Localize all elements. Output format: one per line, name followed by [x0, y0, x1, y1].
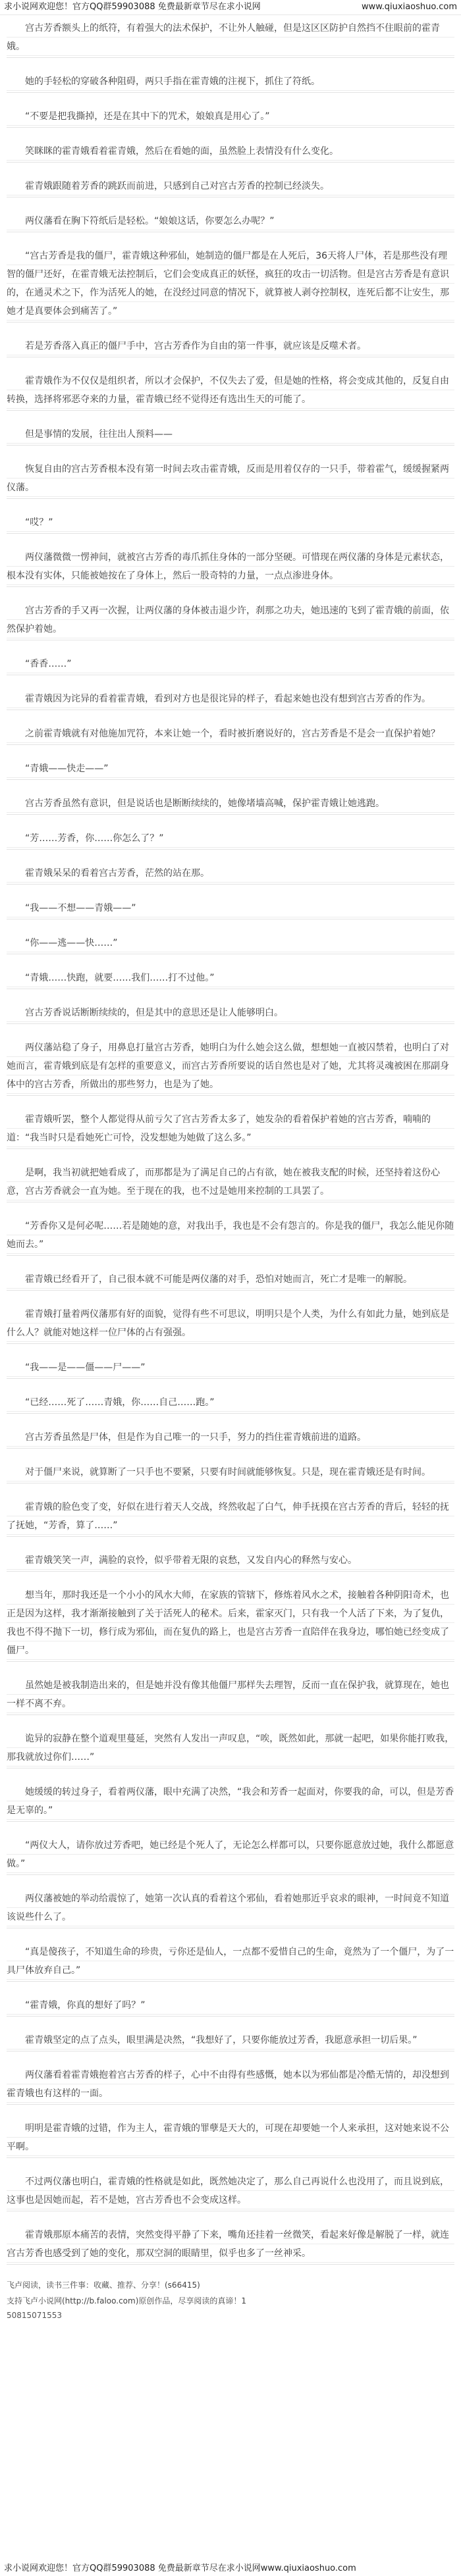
paragraph: 若是芳香落入真正的僵尸手中，宫古芳香作为自由的第一件事，就应该是反噬术者。 [7, 337, 454, 357]
paragraph: 宫古芳香虽然有意识，但是说话也是断断续续的，她像堵墙高喊，保护霍青娥让她逃跑。 [7, 794, 454, 815]
reading-tip: 飞卢阅读，读书三件事：收藏、推荐、分享！(s66415) [7, 2280, 200, 2290]
paragraph: “香香……” [7, 655, 454, 675]
paragraph: 宫古芳香额头上的纸符，有着强大的法术保护，不让外人触碰，但是这区区防护自然挡不住眼前的霍青娥。 [7, 19, 454, 58]
document-code: 50815071553 [7, 2311, 62, 2320]
paragraph: “我——是——僵——尸——” [7, 1358, 454, 1379]
paragraph: 对于僵尸来说，就算断了一只手也不要紧，只要有时间就能够恢复。只是，现在霍青娥还是有时间。 [7, 1463, 454, 1483]
paragraph: 但是事情的发展，往往出人预料—— [7, 425, 454, 446]
paragraph: 两仪藩被她的举动给震惊了，她第一次认真的看着这个邪仙，看着她那近乎哀求的眼神，一时间竟不知道该说些什么了。 [7, 1890, 454, 1928]
paragraph: “两仪大人，请你放过芳香吧，她已经是个死人了，无论怎么样都可以，只要你愿意放过她，我什么都愿意做。” [7, 1836, 454, 1875]
paragraph: 诡异的寂静在整个道观里蔓延，突然有人发出一声叹息，“唉，既然如此，那就一起吧，如果你能打败我，那我就放过你们……” [7, 1730, 454, 1768]
paragraph: 不过两仪藩也明白，霍青娥的性格就是如此，既然她决定了，那么自己再说什么也没用了，而且说到底，这事也是因她而起，若不是她，宫古芳香也不会变成这样。 [7, 2173, 454, 2211]
paragraph: 之前霍青娥就有对他施加咒符，本来让她一个，看时被折磨说好的，宫古芳香是不是会一直保护着她？ [7, 725, 454, 745]
paragraph: 霍青娥那原本痛苦的表情，突然变得平静了下来，嘴角还挂着一丝微笑，看起来好像是解脱了一样，就连宫古芳香也感受到了她的变化，那双空洞的眼睛里，似乎也多了一丝神采。 [7, 2226, 454, 2265]
paragraph: 两仪藩站稳了身子，用鼻息打量宫古芳香，她明白为什么她会这么做，想想她一直被囚禁着，也明白了对她而言，霍青娥到底是有怎样的重要意义，而宫古芳香所要说的话自然也是对了她，尤其将灵魂被困在那副身体中的宫古芳香，所做出的那些努力，也是为了她。 [7, 1039, 454, 1096]
paragraph: 霍青娥听罢，整个人都觉得从前亏欠了宫古芳香太多了，她发杂的看着保护着她的宫古芳香，喃喃的道：“我当时只是看她死亡可怜，没发想她为她做了这么多。” [7, 1110, 454, 1149]
paragraph: 两仪藩看在胸下符纸后是轻松。“娘娘这话，你要怎么办呢？” [7, 212, 454, 232]
paragraph: “青娥——快走——” [7, 760, 454, 780]
bottom-banner [0, 2562, 461, 2576]
paragraph: “芳香你又是何必呢……若是随她的意，对我出手，我也是不会有怨言的。你是我的僵尸，我怎么能见你随她而去。” [7, 1217, 454, 1256]
paragraph: 霍青娥坚定的点了点头，眼里满是决然，“我想好了，只要你能放过芳香，我愿意承担一切后果。” [7, 2031, 454, 2051]
paragraph: 两仪藩看着霍青娥抱着宫古芳香的样子，心中不由得有些感慨，她本以为邪仙都是冷酷无情的，却没想到霍青娥也有这样的一面。 [7, 2066, 454, 2105]
paragraph: 霍青娥打量着两仪藩那有好的面貌，觉得有些不可思议，明明只是个人类，为什么有如此力量，她到底是什么人？就能对她这样一位尸体的占有强强。 [7, 1305, 454, 1344]
paragraph: 霍青娥跟随着芳香的跳跃而前进，只感到自己对宫古芳香的控制已经淡失。 [7, 177, 454, 197]
paragraph: 虽然她是被我制造出来的，但是她并没有像其他僵尸那样失去理智，反而一直在保护我，就算现在，她也一样不离不弃。 [7, 1676, 454, 1715]
paragraph: “哎？” [7, 513, 454, 534]
paragraph: 想当年，那时我还是一个小小的风水大师，在家族的管辖下，修炼着风水之术，接触着各种阴阳奇术，也正是因为这样，我才渐渐接触到了关于活死人的秘术。后来，霍家灭门，只有我一个人活了下来，为了复仇，我也不得不抛下一切，修行成为邪仙，而在复仇的路上，也是宫古芳香一直陪伴在我身边，哪怕她已经变成了僵尸。 [7, 1586, 454, 1662]
paragraph: 宫古芳香虽然是尸体，但是作为自己唯一的一只手，努力的挡住霍青娥前进的道路。 [7, 1428, 454, 1449]
paragraph: 霍青娥作为不仅仅是组织者，所以才会保护，不仅失去了爱，但是她的性格，将会变成其他的，反复自由转换，选择将邪恶夺来的力量，霍青娥已经不觉得还有选出生天的可能了。 [7, 372, 454, 411]
paragraph: “已经……死了……青娥，你……自己……跑。” [7, 1393, 454, 1414]
paragraph: 笑眯眯的霍青娥看着霍青娥，然后在看她的面，虽然脸上表情没有什么变化。 [7, 142, 454, 163]
paragraph: 宫古芳香说话断断续续的，但是其中的意思还是让人能够明白。 [7, 1004, 454, 1024]
paragraph: 霍青娥因为诧异的看着霍青娥，看到对方也是很诧异的样子，看起来她也没有想到宫古芳香的作为。 [7, 690, 454, 710]
paragraph: “芳……芳香，你……你怎么了？” [7, 829, 454, 850]
paragraph: “我——不想——青娥——” [7, 899, 454, 919]
paragraph: 恢复自由的宫古芳香根本没有第一时间去攻击霍青娥，反而是用着仅存的一只手，带着霍气，缓缓握紧两仪藩。 [7, 460, 454, 499]
paragraph: 宫古芳香的手又再一次握，让两仪藩的身体被击退少许，刹那之功夫，她迅速的飞到了霍青娥的前面，依然保护着她。 [7, 602, 454, 640]
chapter-content [0, 15, 461, 2320]
bottom-banner-text: 求小说网欢迎您！官方QQ群59903088 免费最新章节尽在求小说网www.qiuxiaoshuo.com [4, 2563, 356, 2573]
paragraph: “霍青娥，你真的想好了吗？” [7, 1996, 454, 2017]
paragraph: “不要是把我撕掉，还是在其中下的咒术，娘娘真是用心了。” [7, 107, 454, 128]
paragraph: 是啊，我当初就把她看成了，而那都是为了满足自己的占有欲，她在被我支配的时候，还坚持着这份心意，宫古芳香就会一直为她。至于现在的我，也不过是她用来控制的工具罢了。 [7, 1164, 454, 1202]
paragraph: 她的手轻松的穿破各种阻碍，两只手指在霍青娥的注视下，抓住了符纸。 [7, 72, 454, 93]
paragraph: 霍青娥已经看开了，自己很本就不可能是两仪藩的对手，恐怕对她而言，死亡才是唯一的解脱。 [7, 1270, 454, 1291]
paragraph: 她缓缓的转过身子，看着两仪藩，眼中充满了决然，“我会和芳香一起面对，你要我的命，可以，但是芳香是无辜的。” [7, 1783, 454, 1822]
paragraph: 霍青娥的脸色变了变，好似在进行着天人交战，终然收起了白气，伸手抚摸在宫古芳香的背后，轻轻的抚了抚她，“芳香，算了……” [7, 1498, 454, 1537]
paragraph: 霍青娥笑笑一声，满脸的哀怜，似乎带着无限的哀愁，又发自内心的释然与安心。 [7, 1551, 454, 1572]
paragraph: 霍青娥呆呆的看着宫古芳香，茫然的站在那。 [7, 864, 454, 885]
paragraph: 两仪藩微微一愣神间，就被宫古芳香的毒爪抓住身体的一部分坚硬。可惜现在两仪藩的身体是元素状态，根本没有实体，只能被她按在了身体上，然后一股奇特的力量，一点点渗进身体。 [7, 548, 454, 587]
paragraph: “宫古芳香是我的僵尸，霍青娥这种邪仙，她制造的僵尸都是在人死后，36天将人尸体，若是那些没有理智的僵尸还好，在霍青娥无法控制后，它们会变成真正的妖怪，疯狂的攻击一切活物。但是宫古芳香是有意识的，在通灵术之下，作为活死人的她，在没经过同意的情况下，就算被人剥夺控制权，连死后都不让安生，那她才是真要体会到痛苦了。” [7, 247, 454, 322]
paragraph: “真是傻孩子，不知道生命的珍贵，亏你还是仙人，一点都不爱惜自己的生命，竟然为了一个僵尸，为了一具尸体放弃自己。” [7, 1943, 454, 1982]
top-banner-url[interactable]: www.qiuxiaoshuo.com [361, 2, 457, 12]
paragraph: 明明是霍青娥的过错，作为主人，霍青娥的罪孽是天大的，可现在却要她一个人来承担，这对她来说不公平啊。 [7, 2119, 454, 2158]
top-banner-text: 求小说网欢迎您！官方QQ群59903088 免费最新章节尽在求小说网 [4, 2, 261, 12]
paragraph: “你——逃——快……” [7, 934, 454, 954]
paragraph: “青娥……快跑，就要……我们……打不过他。” [7, 969, 454, 989]
top-banner [0, 0, 461, 15]
site-support-link[interactable]: 支持飞卢小说网(http://b.faloo.com)原创作品，尽享阅读的真谛！1 [7, 2296, 247, 2306]
